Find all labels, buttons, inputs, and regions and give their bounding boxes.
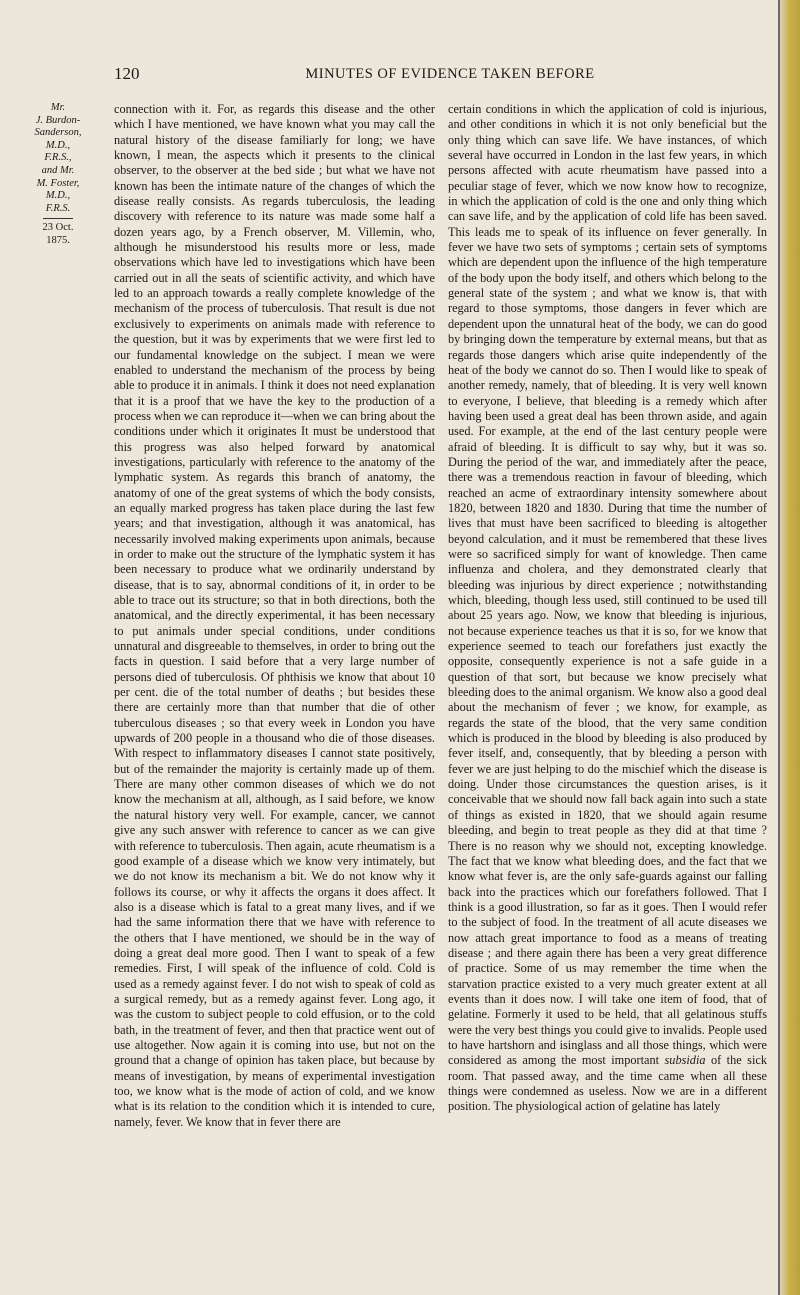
margin-divider <box>43 218 73 219</box>
witness-margin-note <box>33 102 83 248</box>
margin-date: 23 Oct. 1875. <box>42 222 74 246</box>
right-column <box>448 102 767 1115</box>
page-header <box>0 64 780 88</box>
right-column-text-part1: certain conditions in which the application of cold is injurious, and other conditions in which it is not only beneficial but the only thing which can save life. We have instances, of which several have occurred in London in the last few years, in which persons affected with acute rheumatism have passed into a peculiar stage of fever, which we now know how to recognize, in which the application of cold is the one and only thing which can save life, and by the application of cold life has been saved. This leads me to speak of its influence on fever generally. In fever we have two sets of symptoms ; certain sets of symptoms which are dependent upon the influence of the high temperature of the body upon the body itself, and others which belong to the general state of the system ; and what we know is, that with regard to those symptoms, those dangers in fever which are dependent upon the unnatural heat of the body, we can do good by bringing down the temperature by external means, but that as regards those dangers which arise quite independently of the heat of the body we cannot do so. Then I would like to speak of another remedy, namely, that of bleeding. It is very well known to everyone, I believe, that bleeding is a remedy which after having been used a great deal has been thrown aside, and again used. For example, at the end of the last century people were afraid of bleeding. It is difficult to say why, but it was so. During the period of the war, and immediately after the peace, there was a tremendous reaction in favour of bleeding, which reached an acme of extraordinary intensity somewhere about 1820, between 1820 and 1830. During that time the number of lives that must have been sacrificed to bleeding is altogether beyond calculation, and it must be remembered that these lives were so sacrificed simply for want of knowledge. Then came influenza and cholera, and they demonstrated clearly that bleeding was injurious by direct experience ; notwithstanding which, bleeding, though less used, still continued to be used till about 25 years ago. Now, we know that bleeding is injurious, not because experience teaches us that it is so, for we know that experience seemed to teach our forefathers just exactly the opposite, consequently experience is not a safe guide in a question of that sort, but because we know precisely what bleeding does to the animal organism. We know also a good deal about the mechanism of fever ; we know, for example, as regards the state of the blood, that the very same condition which is produced in the blood by bleeding is also produced by fever itself, and, consequently, that by bleeding a person with fever we are just helping to do the mischief which the disease is doing. Under those circumstances the question arises, is it conceivable that we should now fall back again into such a state of things as existed in 1820, that we should again resume bleeding, and begin to treat people as they did at that time ? There is no reason why we should not, excepting knowledge. The fact that we know what bleeding does, and the fact that we know what fever is, are the only safe-guards against our falling back into the practices which our forefathers followed. That I think is a good illustration, so far as it goes. Then I would refer to the subject of food. In the treatment of all acute diseases we now attach great importance to food as a means of treating disease ; and there again there has been a very great difference of practice. Some of us may remember the time when the starvation practice existed to a very much greater extent at all events than it does now. I will take one item of food, that of gelatine. Formerly it used to be held, that all gelatinous stuffs were the very best things you could give to invalids. People used to have hartshorn and isinglass and all those things, which were considered as among the most important <box>448 102 767 1068</box>
right-column-text <box>448 102 767 1115</box>
left-column <box>114 102 435 1130</box>
book-edge <box>780 0 800 1295</box>
running-head: MINUTES OF EVIDENCE TAKEN BEFORE <box>305 66 595 82</box>
margin-line: J. Burdon- <box>35 114 81 126</box>
margin-line: M. Foster, <box>36 177 80 189</box>
margin-line: M.D., F.R.S., <box>44 139 72 164</box>
margin-line: and Mr. <box>41 164 75 176</box>
right-column-text-part2: of the sick room. That passed away, and the time came when all these things were condemned as useless. Now we are in a different position. The physiological action of gelatine has lately <box>448 1053 767 1114</box>
margin-line: Sanderson, <box>34 127 82 139</box>
margin-line: M.D., F.R.S. <box>45 190 71 214</box>
margin-line: Mr. <box>50 102 66 113</box>
italic-term: subsidia <box>664 1053 706 1068</box>
left-column-text: connection with it. For, as regards this disease and the other which I have mentioned, we have known what you may call the natural history of the disease familiarly for long; we have known, I mean, the aspects which it presents to the clinical observer, to the observer at the bed side ; but what we have not known has been the intimate nature of the changes of which the disease really consists. As regards tuberculosis, the leading discovery with reference to its nature was made some half a dozen years ago, by a French observer, M. Villemin, who, although he misunderstood his results more or less, made observations which have led to investigations which have been carried out in all the seats of scientific activity, and which have led to an approach towards a really complete knowledge of the mechanism of the process of tuberculosis. That result is due not exclusively to experiments on animals made with reference to the question, but it was by experiments that we were first led to our fundamental knowledge on the subject. I mean we were enabled to understand the mechanism of the process by being able to produce it in animals. I think it does not need explanation that it is a proof that we have the key to the production of a process when we can reproduce it—when we can bring about the conditions under which it originates It must be understood that this progress was also helped forward by anatomical investigations, particularly with reference to the anatomy of the lymphatic system. As regards this branch of anatomy, the anatomy of one of the great systems of which the body consists, an equally marked progress has taken place during the last few years; and that investigation, although it was anatomical, has necessarily involved making experiments upon animals, because in order to make out the structure of the lymphatic system it has been necessary to produce what we ordinarily understand by disease, that is to say, abnormal conditions of it, in order to be able to trace out its structure; so that in both directions, both the anatomical, and the directly experimental, it has been necessary to put animals under special conditions, under conditions unnatural and disgreeable to themselves, in order to bring out the facts in question. I said before that a very large number of persons died of tuberculosis. Of phthisis we know that about 10 per cent. die of the total number of deaths ; but besides these there are certainly more than that number that die of other tuberculous diseases ; so that every week in London you have upwards of 200 people in a thousand who die of those diseases. With respect to inflammatory diseases I cannot state positively, but of the remainder the majority is certainly made up of them. There are many other common diseases of which we do not know the mechanism at all, although, as I said before, we know the natural history very well. For example, cancer, we cannot give any such answer with reference to cancer as we can give with reference to tuberculosis. Then again, acute rheumatism is a good example of a disease which we know very intimately, but we do not know its mechanism a bit. We do not know why it follows its course, or why it affects the organs it does affect. It also is a disease which is fatal to a great many lives, and if we had the same information there that we have with reference to the others that I have mentioned, we should be in the way of doing a great deal more good. Then I want to speak of a few remedies. First, I will speak of the influence of cold. Cold is used as a remedy against fever. I do not wish to speak of cold as a surgical remedy, but as a remedy against fever. Long ago, it was the custom to subject people to cold effusion, or to the cold bath, in the treatment of fever, and then that practice went out of use altogether. Now again it is coming into use, but not on the ground that a change of opinion has taken place, but because by means of investigation, by means of experimental investigation too, we know what is the mode of action of cold, and we know what is its relation to the condition which it is intended to cure, namely, fever. We know that in fever there are <box>114 102 435 1129</box>
page-number: 120 <box>114 64 140 83</box>
